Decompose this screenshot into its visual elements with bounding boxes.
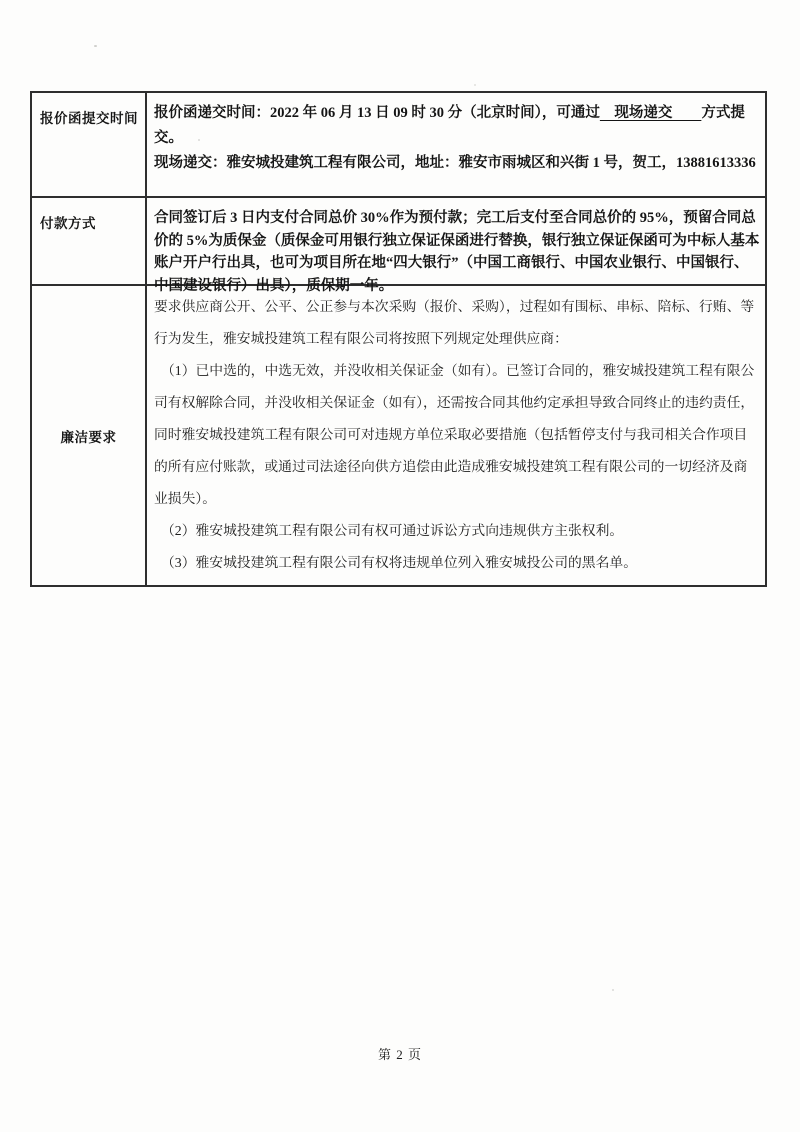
submission-time-text: 报价函递交时间：2022 年 06 月 13 日 09 时 30 分（北京时间），可通过 — [154, 105, 600, 121]
submission-suffix-text: 方式提交。 — [154, 105, 745, 146]
row-label-payment-method: 付款方式 — [32, 198, 147, 284]
page-number-footer: 第 2 页 — [377, 1047, 422, 1062]
table-row-submission-time — [32, 93, 765, 196]
row-content-submission-time — [147, 93, 765, 196]
row-label-integrity-requirements: 廉洁要求 — [32, 286, 147, 585]
procurement-terms-table — [30, 91, 767, 587]
scan-speckle — [731, 464, 733, 466]
table-row-payment-method — [32, 196, 765, 294]
scan-speckle — [474, 84, 476, 86]
row-content-integrity-requirements — [147, 286, 765, 585]
scan-speckle — [198, 139, 200, 141]
row-content-payment-method: 合同签订后 3 日内支付合同总价 30%作为预付款；完工后支付至合同总价的 95%，预留合同总价的 5%为质保金（质保金可用银行独立保证保函进行替换，银行独立保证保函可为中标人基本账户开户行出具，也可为项目所在地“四大银行”（中国工商银行、中国农业银行、中国银行、中国建设银行）出具），质保期一年。 — [154, 210, 760, 294]
integrity-paragraph-item3: （3）雅安城投建筑工程有限公司有权将违规单位列入雅安城投公司的黑名单。 — [161, 555, 637, 570]
integrity-paragraph-item1: （1）已中选的，中选无效，并没收相关保证金（如有）。已签订合同的，雅安城投建筑工程有限公司有权解除合同，并没收相关保证金（如有），还需按合同其他约定承担导致合同终止的违约责任，同时雅安城投建筑工程有限公司可对违规方单位采取必要措施（包括暂停支付与我司相关合作项目的所有应付账款，或通过司法途径向供方追偿由此造成雅安城投建筑工程有限公司的一切经济及商业损失）。 — [154, 363, 755, 506]
scan-speckle — [94, 45, 97, 47]
scan-speckle — [612, 989, 614, 991]
submission-method-underlined: 现场递交 — [599, 105, 702, 121]
table-row-integrity-requirements — [32, 284, 765, 585]
integrity-paragraph-intro: 要求供应商公开、公平、公正参与本次采购（报价、采购），过程如有围标、串标、陪标、行贿、等行为发生，雅安城投建筑工程有限公司将按照下列规定处理供应商： — [154, 299, 755, 346]
row-label-submission-time: 报价函提交时间 — [32, 93, 147, 196]
integrity-paragraph-item2: （2）雅安城投建筑工程有限公司有权可通过诉讼方式向违规供方主张权利。 — [161, 523, 624, 538]
onsite-delivery-address-text: 现场递交：雅安城投建筑工程有限公司，地址：雅安市雨城区和兴街 1 号，贺工，13881613336 — [154, 155, 756, 171]
